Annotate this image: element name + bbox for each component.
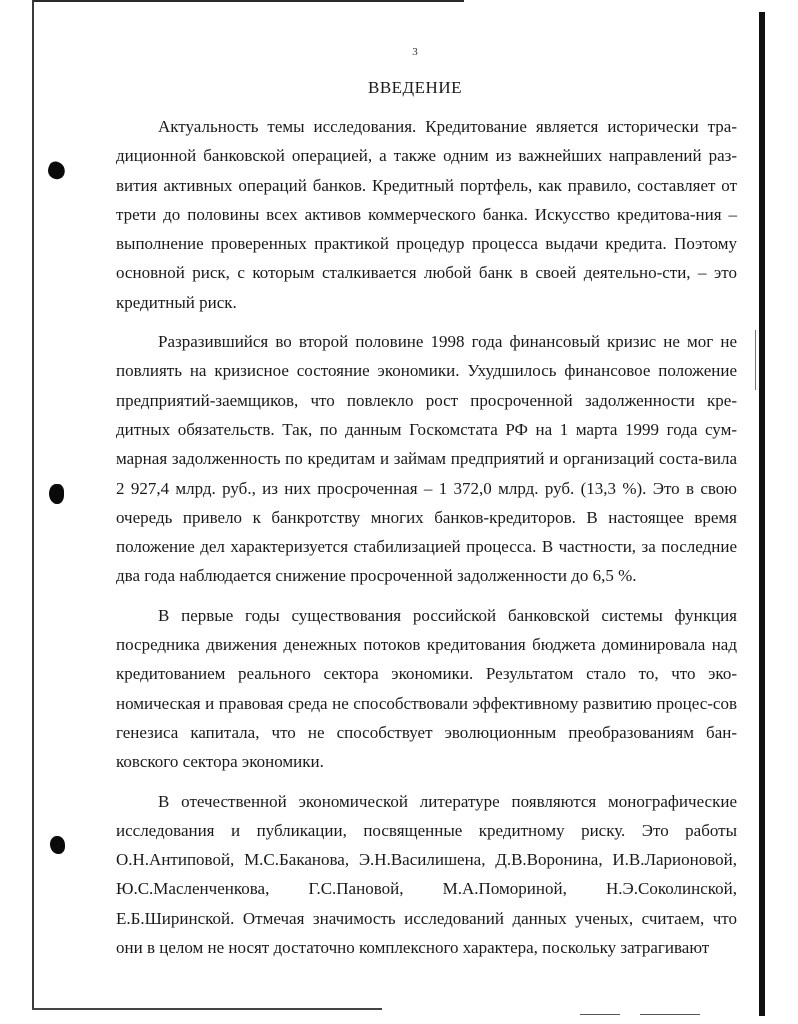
- body-text: [116, 112, 737, 962]
- scan-bottom-mark: [580, 1014, 620, 1015]
- punch-hole: [50, 836, 65, 854]
- paragraph: Актуальность темы исследования. Кредитование является исторически тра-диционной банковской операцией, а также одним из важнейших направлений раз-вития активных операций банков. Кредитный портфель, как правило, составляет от трети до половины всех активов коммерческого банка. Искусство кредитова-ния – выполнение проверенных практикой процедур процесса выдачи кредита. Поэтому основной риск, с которым сталкивается любой банк в своей деятельно-сти, – это кредитный риск.: [116, 117, 737, 312]
- paragraph: В отечественной экономической литературе появляются монографические исследования и публикации, посвященные кредитному риску. Это работы О.Н.Антиповой, М.С.Баканова, Э.Н.Василишена, Д.В.Воронина, И.В.Ларионовой, Ю.С.Масленченкова, Г.С.Пановой, М.А.Помориной, Н.Э.Соколинской, Е.Б.Ширинской. Отмечая значимость исследований данных ученых, считаем, что они в целом не носят достаточно комплексного характера, поскольку затрагивают: [116, 791, 737, 958]
- scan-left-edge: [32, 0, 34, 1008]
- scan-bottom-mark: [640, 1014, 700, 1015]
- scan-top-edge: [34, 0, 464, 2]
- punch-hole: [46, 160, 68, 182]
- paragraph: В первые годы существования российской банковской системы функция посредника движения денежных потоков кредитования бюджета доминировала над кредитованием реального сектора экономики. Результатом стало то, что эко-номическая и правовая среда не способствовали эффективному развитию процес-сов генезиса капитала, что не способствует эволюционным преобразованиям бан-ковского сектора экономики.: [116, 605, 737, 772]
- scan-bottom-edge: [32, 1008, 382, 1010]
- scan-right-line: [755, 330, 756, 390]
- punch-hole: [49, 484, 64, 504]
- page-title: ВВЕДЕНИЕ: [368, 78, 462, 97]
- paragraph: Разразившийся во второй половине 1998 года финансовый кризис не мог не повлиять на кризисное состояние экономики. Ухудшилось финансовое положение предприятий-заемщиков, что повлекло рост просроченной задолженности кре-дитных обязательств. Так, по данным Госкомстата РФ на 1 марта 1999 года сум-марная задолженность по кредитам и займам предприятий и организаций соста-вила 2 927,4 млрд. руб., из них просроченная – 1 372,0 млрд. руб. (13,3 %). Это в свою очередь привело к банкротству многих банков-кредиторов. В настоящее время положение дел характеризуется стабилизацией процесса. В частности, за последние два года наблюдается снижение просроченной задолженности до 6,5 %.: [116, 332, 737, 586]
- page-number: 3: [412, 46, 418, 58]
- scan-right-edge: [759, 12, 765, 1016]
